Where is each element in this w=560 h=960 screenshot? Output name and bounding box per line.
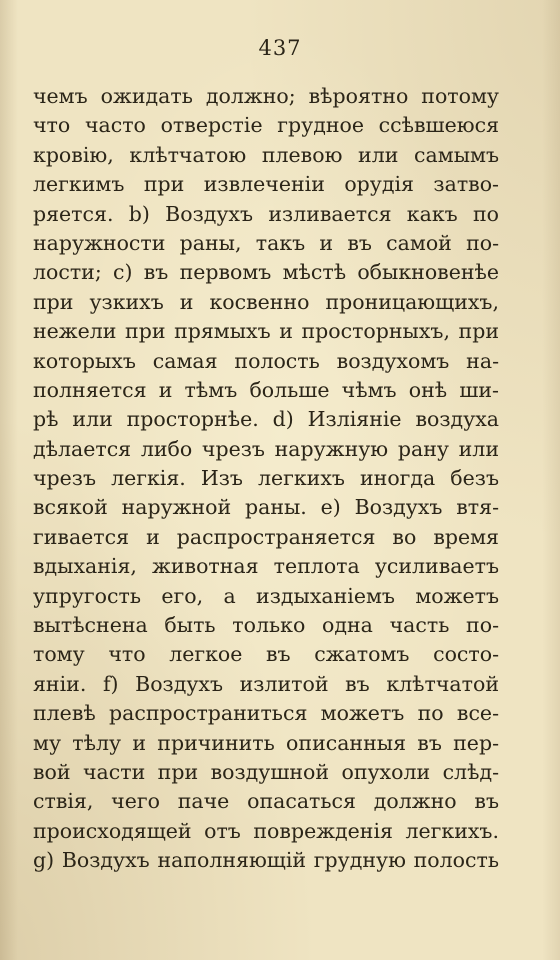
text-line: ряется. b) Воздухъ изливается какъ по <box>33 201 499 226</box>
text-line: яніи. f) Воздухъ излитой въ клѣтчатой <box>33 671 499 696</box>
text-line: гивается и распространяется во время <box>33 524 499 549</box>
text-line: му тѣлу и причинить описанныя въ пер- <box>33 730 499 755</box>
text-line: происходящей отъ поврежденія легкихъ. <box>33 818 499 843</box>
text-line: чемъ ожидать должно; вѣроятно потому <box>33 84 499 108</box>
text-line: чрезъ легкія. Изъ легкихъ иногда безъ <box>33 466 499 491</box>
text-line: наружности раны, такъ и въ самой по- <box>33 230 499 255</box>
text-line: g) Воздухъ наполняющій грудную полость <box>33 848 499 873</box>
text-line: лости; c) въ первомъ мѣстѣ обыкновенѣе <box>33 260 499 285</box>
text-line: тому что легкое въ сжатомъ состо- <box>33 642 499 667</box>
text-line: кровію, клѣтчатою плевою или самымъ <box>33 142 499 167</box>
text-line: плевѣ распространиться можетъ по все- <box>33 701 499 726</box>
page-edge-shadow-left <box>0 0 18 960</box>
text-line: при узкихъ и косвенно проницающихъ, <box>33 289 499 314</box>
text-line: дѣлается либо чрезъ наружную рану или <box>33 436 499 461</box>
text-line: которыхъ самая полость воздухомъ на- <box>33 348 499 373</box>
text-line: что часто отверстіе грудное ссѣвшеюся <box>33 113 499 138</box>
text-line: нежели при прямыхъ и просторныхъ, при <box>33 319 499 344</box>
text-line: полняется и тѣмъ больше чѣмъ онѣ ши- <box>33 377 499 402</box>
text-line: вытѣснена быть только одна часть по- <box>33 613 499 638</box>
text-line: вой части при воздушной опухоли слѣд- <box>33 759 499 784</box>
text-line: ствія, чего паче опасаться должно въ <box>33 789 499 814</box>
text-line: упругость его, а издыханіемъ можетъ <box>33 583 499 608</box>
text-line: рѣ или просторнѣе. d) Изліяніе воздуха <box>33 407 499 432</box>
text-line: всякой наружной раны. e) Воздухъ втя- <box>33 495 499 520</box>
body-text <box>33 82 499 876</box>
text-line: легкимъ при извлеченіи орудія затво- <box>33 172 499 197</box>
page-edge-shadow-right <box>542 0 560 960</box>
page-number: 437 <box>258 36 302 60</box>
text-line: вдыханія, животная теплота усиливаетъ <box>33 554 499 579</box>
